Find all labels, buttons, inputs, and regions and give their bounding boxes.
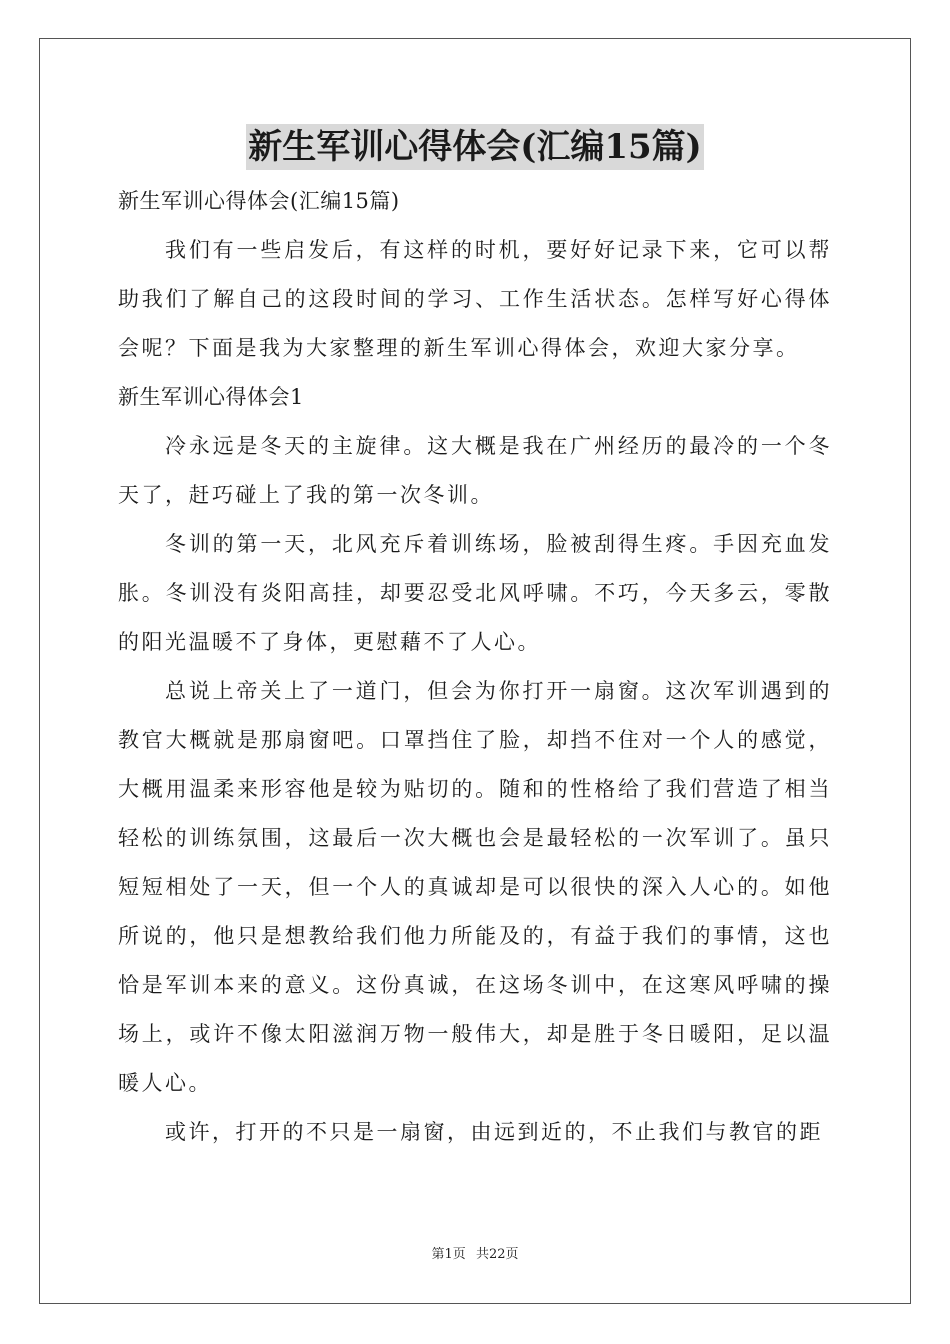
body-paragraph: 冬训的第一天，北风充斥着训练场，脸被刮得生疼。手因充血发胀。冬训没有炎阳高挂，却要忍受北风呼啸。不巧，今天多云，零散的阳光温暖不了身体，更慰藉不了人心。 bbox=[118, 532, 832, 654]
page-footer bbox=[0, 1246, 950, 1264]
title-container bbox=[0, 124, 950, 170]
page-number: 第1页 bbox=[431, 1247, 466, 1262]
body-paragraph: 总说上帝关上了一道门，但会为你打开一扇窗。这次军训遇到的教官大概就是那扇窗吧。口罩挡住了脸，却挡不住对一个人的感觉，大概用温柔来形容他是较为贴切的。随和的性格给了我们营造了相当轻松的训练氛围，这最后一次大概也会是最轻松的一次军训了。虽只短短相处了一天，但一个人的真诚却是可以很快的深入人心的。如他所说的，他只是想教给我们他力所能及的，有益于我们的事情，这也恰是军训本来的意义。这份真诚，在这场冬训中，在这寒风呼啸的操场上，或许不像太阳滋润万物一般伟大，却是胜于冬日暖阳，足以温暖人心。 bbox=[118, 679, 832, 1095]
intro-paragraph: 我们有一些启发后，有这样的时机，要好好记录下来，它可以帮助我们了解自己的这段时间的学习、工作生活状态。怎样写好心得体会呢？下面是我为大家整理的新生军训心得体会，欢迎大家分享。 bbox=[118, 238, 832, 360]
body-paragraph: 或许，打开的不只是一扇窗，由远到近的，不止我们与教官的距 bbox=[165, 1120, 823, 1144]
document-body bbox=[118, 177, 832, 1157]
body-paragraph: 冷永远是冬天的主旋律。这大概是我在广州经历的最冷的一个冬天了，赶巧碰上了我的第一次冬训。 bbox=[118, 434, 832, 507]
document-title: 新生军训心得体会(汇编15篇) bbox=[246, 124, 704, 170]
subtitle-line: 新生军训心得体会(汇编15篇) bbox=[118, 189, 400, 213]
page-total: 共22页 bbox=[475, 1247, 519, 1262]
section-heading-1: 新生军训心得体会1 bbox=[118, 385, 304, 409]
